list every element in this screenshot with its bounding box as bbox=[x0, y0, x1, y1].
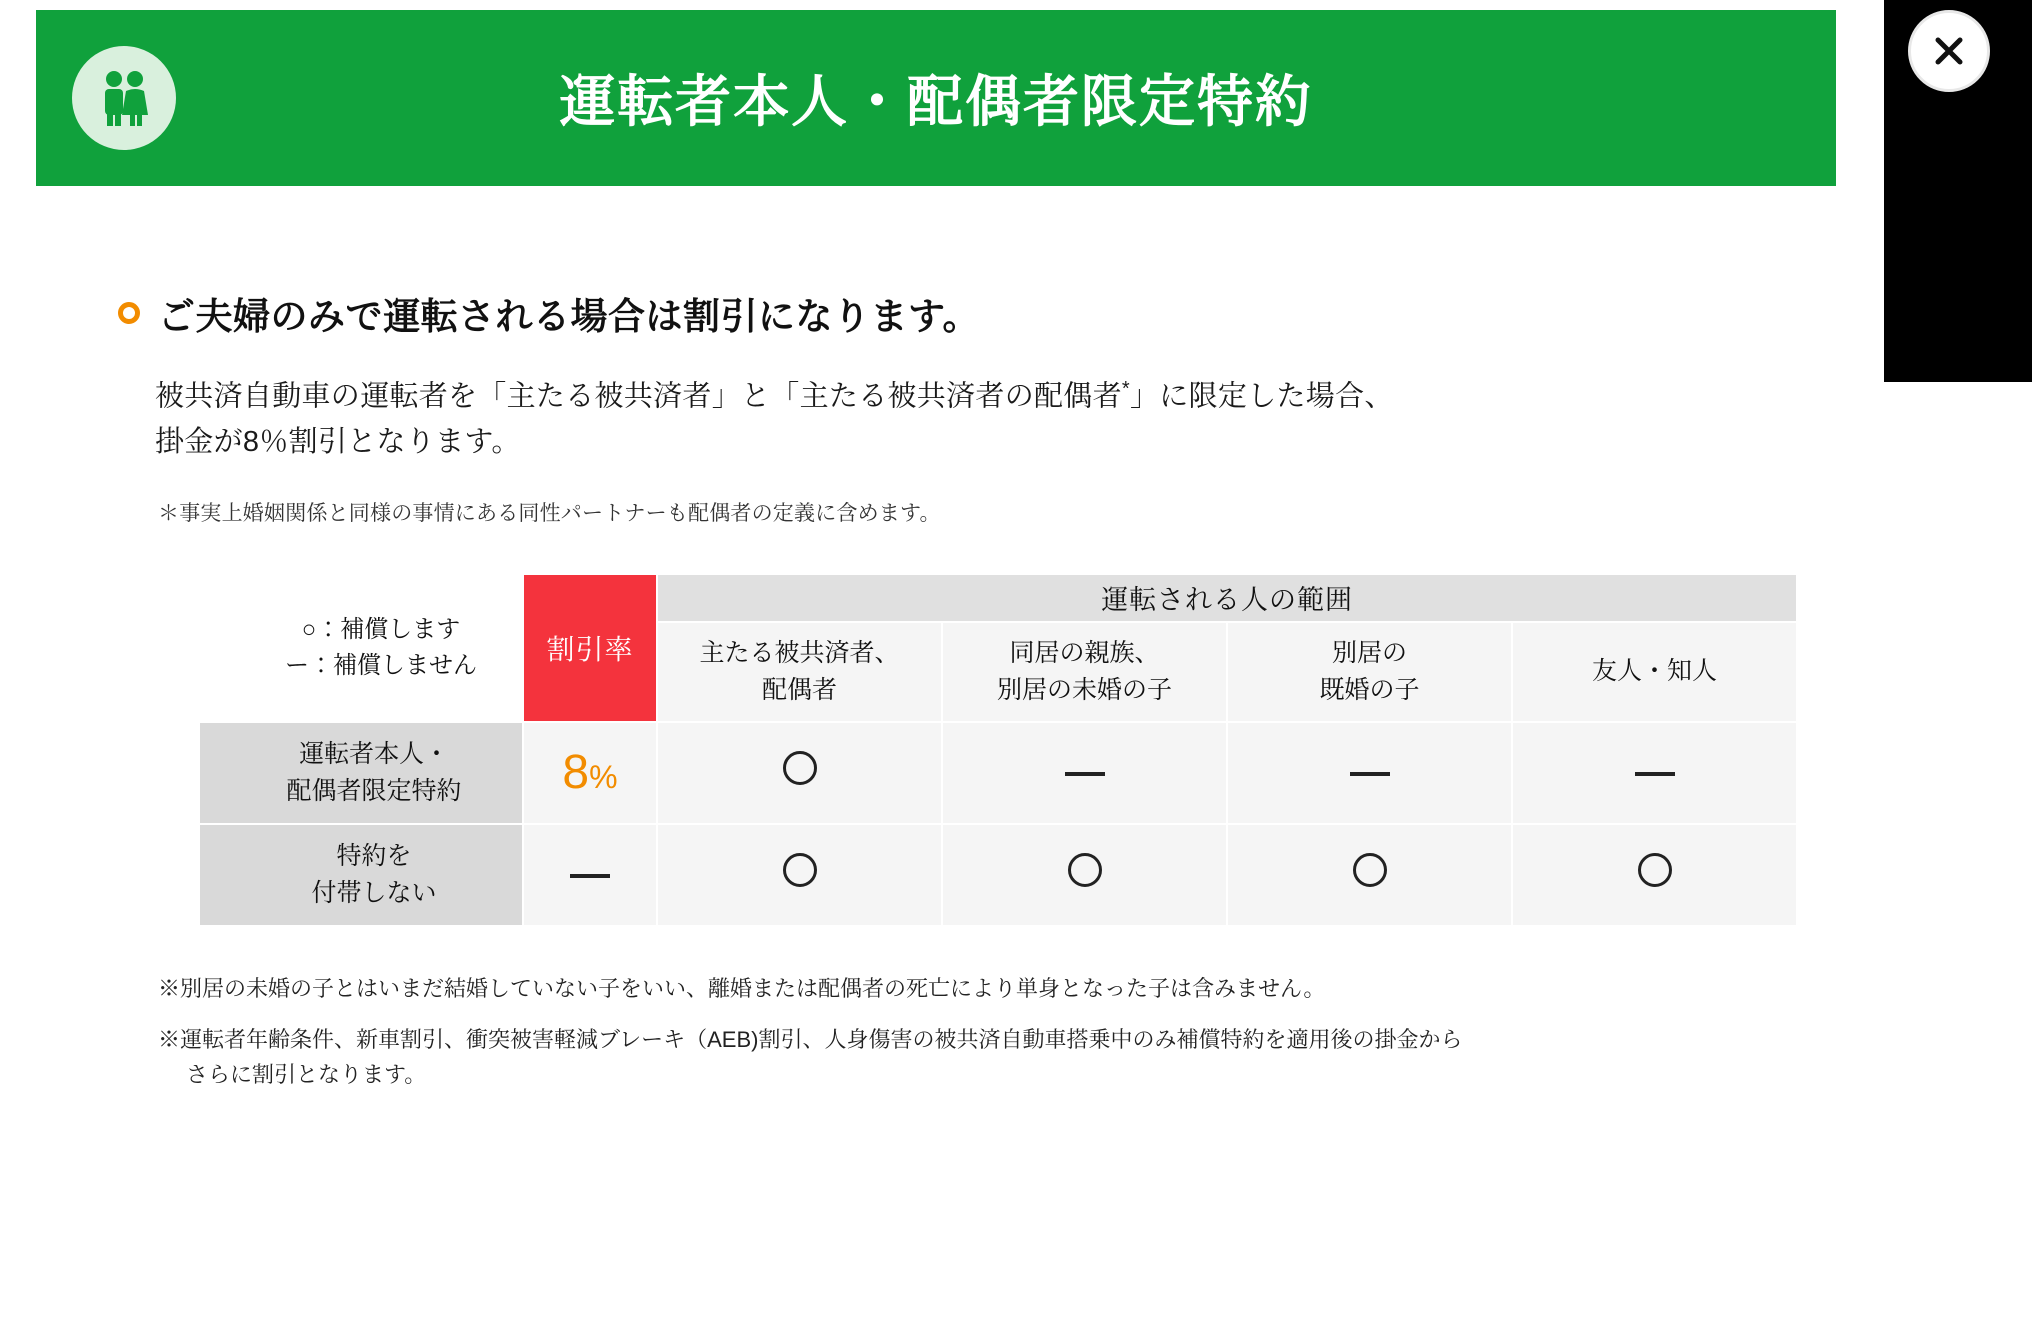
column-header-1-line2: 配偶者 bbox=[761, 675, 837, 704]
circle-icon bbox=[1353, 853, 1387, 887]
circle-icon bbox=[1638, 853, 1672, 887]
row-label-2-line1: 特約を bbox=[336, 842, 412, 871]
row-2-col-4 bbox=[1512, 824, 1797, 926]
modal-header bbox=[36, 10, 1836, 186]
circle-icon bbox=[783, 853, 817, 887]
row-2-col-1 bbox=[657, 824, 942, 926]
footnote-1: ※別居の未婚の子とはいまだ結婚していない子をいい、離婚または配偶者の死亡により単身となった子は含みません。 bbox=[158, 975, 1326, 1001]
column-header-1-line1: 主たる被共済者、 bbox=[699, 639, 900, 668]
dash-icon bbox=[1350, 772, 1390, 776]
legend-line-1: ○：補償します bbox=[301, 615, 461, 643]
row-label-1-line2: 配偶者限定特約 bbox=[286, 776, 462, 805]
column-header-3-line2: 既婚の子 bbox=[1319, 675, 1420, 704]
section-headline bbox=[118, 286, 2032, 340]
page-title: 運転者本人・配偶者限定特約 bbox=[559, 70, 1313, 133]
footnote-2-line1: ※運転者年齢条件、新車割引、衝突被害軽減ブレーキ（AEB)割引、人身傷害の被共済自動車搭乗中のみ補償特約を適用後の掛金から bbox=[158, 1026, 1463, 1052]
circle-icon bbox=[783, 751, 817, 785]
close-button[interactable] bbox=[1908, 10, 1990, 92]
close-icon bbox=[1929, 31, 1969, 71]
circle-icon bbox=[1068, 853, 1102, 887]
modal-body bbox=[0, 186, 2032, 1108]
footnote-2 bbox=[158, 1022, 2032, 1092]
dash-icon bbox=[1635, 772, 1675, 776]
column-header-4-line1: 友人・知人 bbox=[1591, 657, 1717, 686]
row-2-rate bbox=[523, 824, 657, 926]
column-header-4 bbox=[1512, 622, 1797, 722]
coverage-table-wrapper bbox=[198, 573, 1798, 927]
column-header-3-line1: 別居の bbox=[1331, 639, 1407, 668]
row-label-1-line1: 運転者本人・ bbox=[298, 740, 449, 769]
dash-icon bbox=[1065, 772, 1105, 776]
column-header-2-line1: 同居の親族、 bbox=[1009, 639, 1160, 668]
headline-text: ご夫婦のみで運転される場合は割引になります。 bbox=[158, 296, 981, 337]
table-header-row-1 bbox=[199, 574, 1797, 622]
coverage-table bbox=[198, 573, 1798, 927]
row-2-col-3 bbox=[1227, 824, 1512, 926]
dash-icon bbox=[570, 874, 610, 878]
row-1-rate bbox=[523, 722, 657, 824]
description-line2: 掛金が8％割引となります。 bbox=[155, 425, 521, 458]
column-header-3 bbox=[1227, 622, 1512, 722]
row-1-rate-unit: % bbox=[589, 759, 618, 796]
table-row bbox=[199, 722, 1797, 824]
footnotes bbox=[158, 971, 2032, 1093]
row-label-2 bbox=[199, 824, 523, 926]
row-2-col-2 bbox=[942, 824, 1227, 926]
description-paragraph bbox=[155, 374, 2032, 465]
row-1-col-4 bbox=[1512, 722, 1797, 824]
description-asterisk: * bbox=[1121, 378, 1130, 400]
bullet-icon bbox=[118, 302, 140, 324]
description-line1-b: 」に限定した場合、 bbox=[1130, 380, 1394, 413]
row-1-rate-value: 8 bbox=[562, 746, 590, 800]
row-label-2-line2: 付帯しない bbox=[311, 878, 437, 907]
rate-header: 割引率 bbox=[523, 574, 657, 722]
description-line1-a: 被共済自動車の運転者を「主たる被共済者」と「主たる被共済者の配偶者 bbox=[155, 380, 1122, 413]
group-header: 運転される人の範囲 bbox=[657, 574, 1797, 622]
table-row bbox=[199, 824, 1797, 926]
column-header-1 bbox=[657, 622, 942, 722]
row-1-col-1 bbox=[657, 722, 942, 824]
column-header-2-line2: 別居の未婚の子 bbox=[996, 675, 1172, 704]
asterisk-note: ＊事実上婚姻関係と同様の事情にある同性パートナーも配偶者の定義に含めます。 bbox=[158, 501, 941, 525]
row-label-1 bbox=[199, 722, 523, 824]
legend-line-2: ー：補償しません bbox=[285, 651, 477, 679]
row-1-col-3 bbox=[1227, 722, 1512, 824]
footnote-2-line2: さらに割引となります。 bbox=[186, 1061, 427, 1087]
column-header-2 bbox=[942, 622, 1227, 722]
couple-icon bbox=[72, 46, 176, 150]
row-1-col-2 bbox=[942, 722, 1227, 824]
legend-cell bbox=[199, 574, 523, 722]
